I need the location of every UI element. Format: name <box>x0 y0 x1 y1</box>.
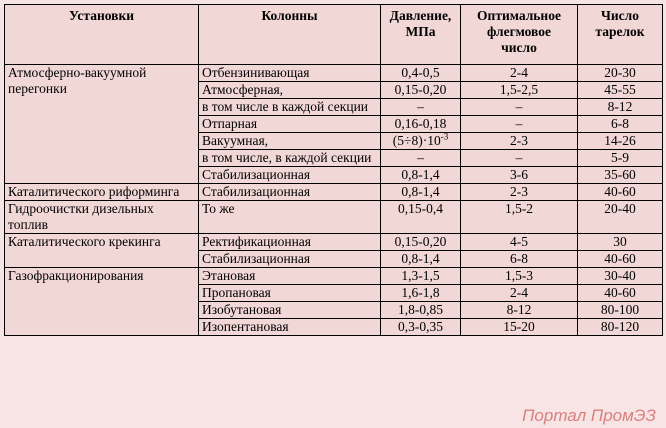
column-cell: Ректификационная <box>199 234 381 251</box>
pressure-cell: 1,8-0,85 <box>381 302 461 319</box>
installation-cell: Каталитического крекинга <box>5 234 199 268</box>
column-cell: в том числе в каждой секции <box>199 99 381 116</box>
column-cell: Изопентановая <box>199 319 381 336</box>
installation-cell: Гидроочистки дизельных топлив <box>5 201 199 234</box>
installation-cell: Каталитического риформинга <box>5 184 199 201</box>
header-plates: Число тарелок <box>578 5 663 65</box>
table-row <box>5 65 663 82</box>
reflux-cell: 4-5 <box>461 234 578 251</box>
columns-table <box>4 4 663 336</box>
watermark: Портал ПромЭЗ <box>522 406 656 425</box>
pressure-cell: 0,15-0,20 <box>381 82 461 99</box>
reflux-cell: 15-20 <box>461 319 578 336</box>
header-row <box>5 5 663 65</box>
pressure-cell: 0,8-1,4 <box>381 184 461 201</box>
plates-cell: 80-100 <box>578 302 663 319</box>
pressure-cell: 0,15-0,20 <box>381 234 461 251</box>
reflux-cell: 2-4 <box>461 285 578 302</box>
plates-cell: 14-26 <box>578 133 663 150</box>
installation-cell: Атмосферно-вакуумной перегонки <box>5 65 199 184</box>
installation-cell: Газофракционирования <box>5 268 199 336</box>
table-row <box>5 201 663 234</box>
table-row <box>5 268 663 285</box>
plates-cell: 80-120 <box>578 319 663 336</box>
plates-cell: 40-60 <box>578 285 663 302</box>
reflux-cell: – <box>461 150 578 167</box>
pressure-cell: 1,3-1,5 <box>381 268 461 285</box>
column-cell: Изобутановая <box>199 302 381 319</box>
plates-cell: 6-8 <box>578 116 663 133</box>
column-cell: Этановая <box>199 268 381 285</box>
pressure-cell: 0,8-1,4 <box>381 167 461 184</box>
column-cell: Пропановая <box>199 285 381 302</box>
reflux-cell: 1,5-2 <box>461 201 578 234</box>
column-cell: Стабилизационная <box>199 251 381 268</box>
reflux-cell: 1,5-3 <box>461 268 578 285</box>
pressure-cell: 1,6-1,8 <box>381 285 461 302</box>
plates-cell: 20-40 <box>578 201 663 234</box>
pressure-cell: 0,16-0,18 <box>381 116 461 133</box>
pressure-cell: 0,3-0,35 <box>381 319 461 336</box>
plates-cell: 40-60 <box>578 251 663 268</box>
reflux-cell: 6-8 <box>461 251 578 268</box>
pressure-cell: – <box>381 99 461 116</box>
header-pressure: Давление, МПа <box>381 5 461 65</box>
header-reflux: Оптимальное флегмовое число <box>461 5 578 65</box>
pressure-cell: 0,4-0,5 <box>381 65 461 82</box>
pressure-cell: 0,8-1,4 <box>381 251 461 268</box>
header-columns: Колонны <box>199 5 381 65</box>
reflux-cell: 2-3 <box>461 184 578 201</box>
reflux-cell: 1,5-2,5 <box>461 82 578 99</box>
reflux-cell: 3-6 <box>461 167 578 184</box>
column-cell: Атмосферная, <box>199 82 381 99</box>
header-installations: Установки <box>5 5 199 65</box>
plates-cell: 5-9 <box>578 150 663 167</box>
plates-cell: 20-30 <box>578 65 663 82</box>
column-cell: Вакуумная, <box>199 133 381 150</box>
reflux-cell: 8-12 <box>461 302 578 319</box>
reflux-cell: 2-4 <box>461 65 578 82</box>
column-cell: Стабилизационная <box>199 184 381 201</box>
pressure-cell <box>381 133 461 150</box>
column-cell: Отбензинивающая <box>199 65 381 82</box>
column-cell: Отпарная <box>199 116 381 133</box>
reflux-cell: – <box>461 99 578 116</box>
plates-cell: 30-40 <box>578 268 663 285</box>
plates-cell: 8-12 <box>578 99 663 116</box>
pressure-cell: – <box>381 150 461 167</box>
column-cell: в том числе, в каждой секции <box>199 150 381 167</box>
table-row <box>5 184 663 201</box>
column-cell: То же <box>199 201 381 234</box>
pressure-exponent: -3 <box>440 132 449 142</box>
plates-cell: 40-60 <box>578 184 663 201</box>
plates-cell: 30 <box>578 234 663 251</box>
reflux-cell: – <box>461 116 578 133</box>
reflux-cell: 2-3 <box>461 133 578 150</box>
pressure-cell: 0,15-0,4 <box>381 201 461 234</box>
plates-cell: 45-55 <box>578 82 663 99</box>
table-row <box>5 234 663 251</box>
pressure-base: (5÷8)·10 <box>392 133 441 148</box>
plates-cell: 35-60 <box>578 167 663 184</box>
column-cell: Стабилизационная <box>199 167 381 184</box>
